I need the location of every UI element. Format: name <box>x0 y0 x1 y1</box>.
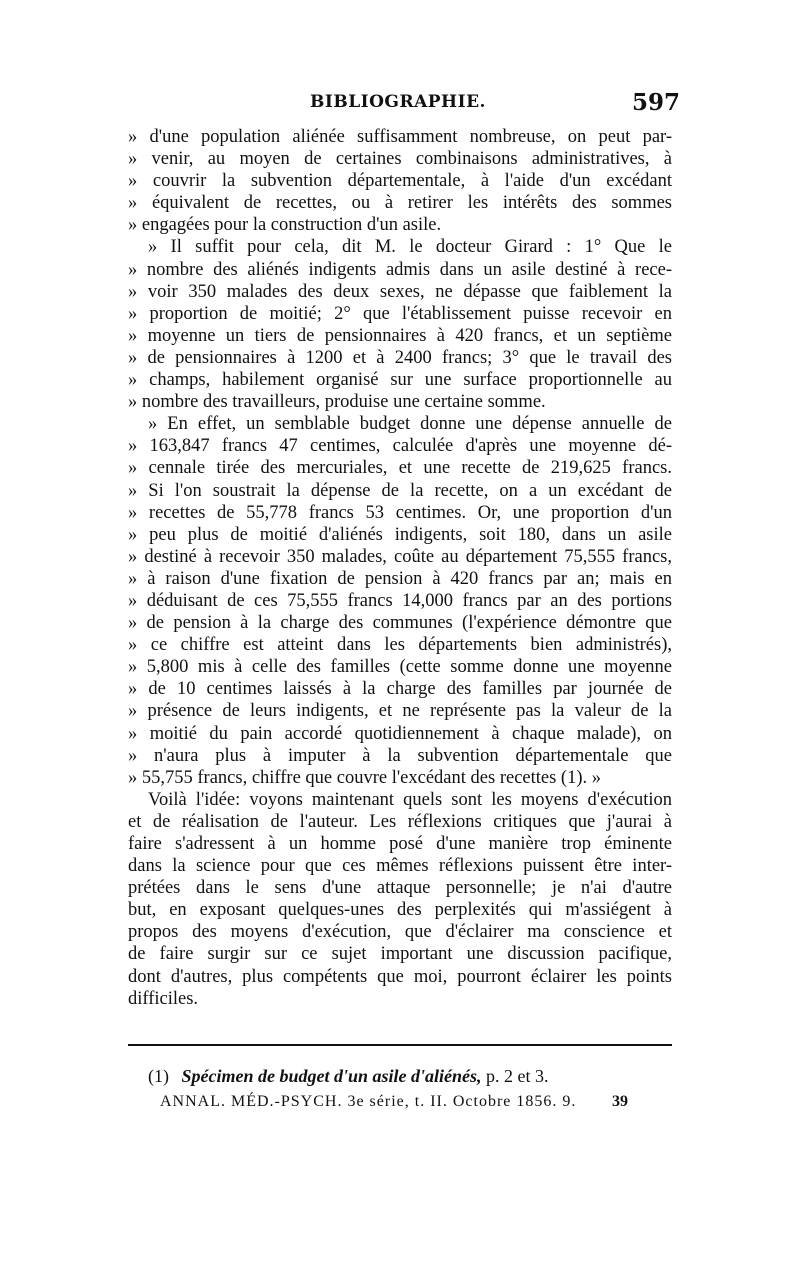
text-line: » 55,755 francs, chiffre que couvre l'excédant des recettes (1). » <box>128 767 601 788</box>
text-line: » champs, habilement organisé sur une surface proportionnelle au <box>128 370 672 391</box>
text-line: » à raison d'une fixation de pension à 420 francs par an; mais en <box>128 568 672 589</box>
text-line: » proportion de moitié; 2° que l'établissement puisse recevoir en <box>128 303 672 324</box>
text-line: » 163,847 francs 47 centimes, calculée d'après une moyenne dé- <box>128 436 672 457</box>
text-line: » 5,800 mis à celle des familles (cette somme donne une moyenne <box>128 657 672 678</box>
running-title: BIBLIOGRAPHIE. <box>310 92 486 112</box>
text-line: » de 10 centimes laissés à la charge des familles par journée de <box>128 679 672 700</box>
signature-journal: ANNAL. MÉD.-PSYCH. 3e série, t. II. Octobre 1856. 9. <box>160 1093 577 1110</box>
text-line: » Si l'on soustrait la dépense de la recette, on a un excédant de <box>128 480 672 501</box>
text-line: » moyenne un tiers de pensionnaires à 420 francs, et un septième <box>128 325 672 346</box>
text-line: » nombre des travailleurs, produise une certaine somme. <box>128 392 546 413</box>
text-line: » En effet, un semblable budget donne une dépense annuelle de <box>148 414 672 435</box>
text-line: » voir 350 malades des deux sexes, ne dépasse que faiblement la <box>128 281 672 302</box>
page-number: 597 <box>631 89 680 116</box>
footnote <box>148 1066 668 1087</box>
text-line: » nombre des aliénés indigents admis dans un asile destiné à rece- <box>128 259 672 280</box>
text-line: » Il suffit pour cela, dit M. le docteur Girard : 1° Que le <box>148 237 672 258</box>
footnote-reference: p. 2 et 3. <box>486 1066 549 1086</box>
footnote-rule <box>128 1044 672 1046</box>
text-line: » venir, au moyen de certaines combinaisons administratives, à <box>128 149 672 170</box>
text-line: » équivalent de recettes, ou à retirer les intérêts des sommes <box>128 193 672 214</box>
text-line: » destiné à recevoir 350 malades, coûte au département 75,555 francs, <box>128 546 672 567</box>
text-line: » cennale tirée des mercuriales, et une recette de 219,625 francs. <box>128 458 672 479</box>
text-line: Voilà l'idée: voyons maintenant quels sont les moyens d'exécution <box>148 789 672 810</box>
text-line: dans la science pour que ces mêmes réflexions puissent être inter- <box>128 856 672 877</box>
text-line: » de pensionnaires à 1200 et à 2400 francs; 3° que le travail des <box>128 347 672 368</box>
text-line: » présence de leurs indigents, et ne représente pas la valeur de la <box>128 701 672 722</box>
text-line: dont d'autres, plus compétents que moi, pourront éclairer les points <box>128 966 672 987</box>
footnote-title: Spécimen de budget d'un asile d'aliénés, <box>181 1066 482 1086</box>
text-line: » peu plus de moitié d'aliénés indigents, soit 180, dans un asile <box>128 524 672 545</box>
text-line: » recettes de 55,778 francs 53 centimes. Or, une proportion d'un <box>128 502 672 523</box>
text-line: but, en exposant quelques-unes des perplexités qui m'assiégent à <box>128 900 672 921</box>
text-line: » ce chiffre est atteint dans les départements bien administrés), <box>128 635 672 656</box>
text-line: » de pension à la charge des communes (l'expérience démontre que <box>128 613 672 634</box>
signature-number: 39 <box>612 1093 628 1110</box>
text-line: de faire surgir sur ce sujet important une discussion pacifique, <box>128 944 672 965</box>
text-line: » d'une population aliénée suffisamment nombreuse, on peut par- <box>128 127 672 147</box>
text-line: » couvrir la subvention départementale, à l'aide d'un excédant <box>128 171 672 192</box>
text-line: prétées dans le sens d'une attaque personnelle; je n'ai d'autre <box>128 878 672 899</box>
footnote-mark: (1) <box>148 1066 169 1086</box>
body-text <box>128 126 672 1010</box>
text-line: » engagées pour la construction d'un asile. <box>128 215 442 236</box>
text-line: » déduisant de ces 75,555 francs 14,000 francs par an des portions <box>128 590 672 611</box>
text-line: et de réalisation de l'auteur. Les réflexions critiques que j'aurai à <box>128 811 672 832</box>
page-header <box>116 89 680 122</box>
text-line: propos des moyens d'exécution, que d'éclairer ma conscience et <box>128 922 672 943</box>
text-line: difficiles. <box>128 988 199 1009</box>
text-line: » moitié du pain accordé quotidiennement à chaque malade), on <box>128 723 672 744</box>
text-line: faire s'adressent à un homme posé d'une manière trop éminente <box>128 834 672 854</box>
text-line: » n'aura plus à imputer à la subvention départementale que <box>128 745 672 766</box>
